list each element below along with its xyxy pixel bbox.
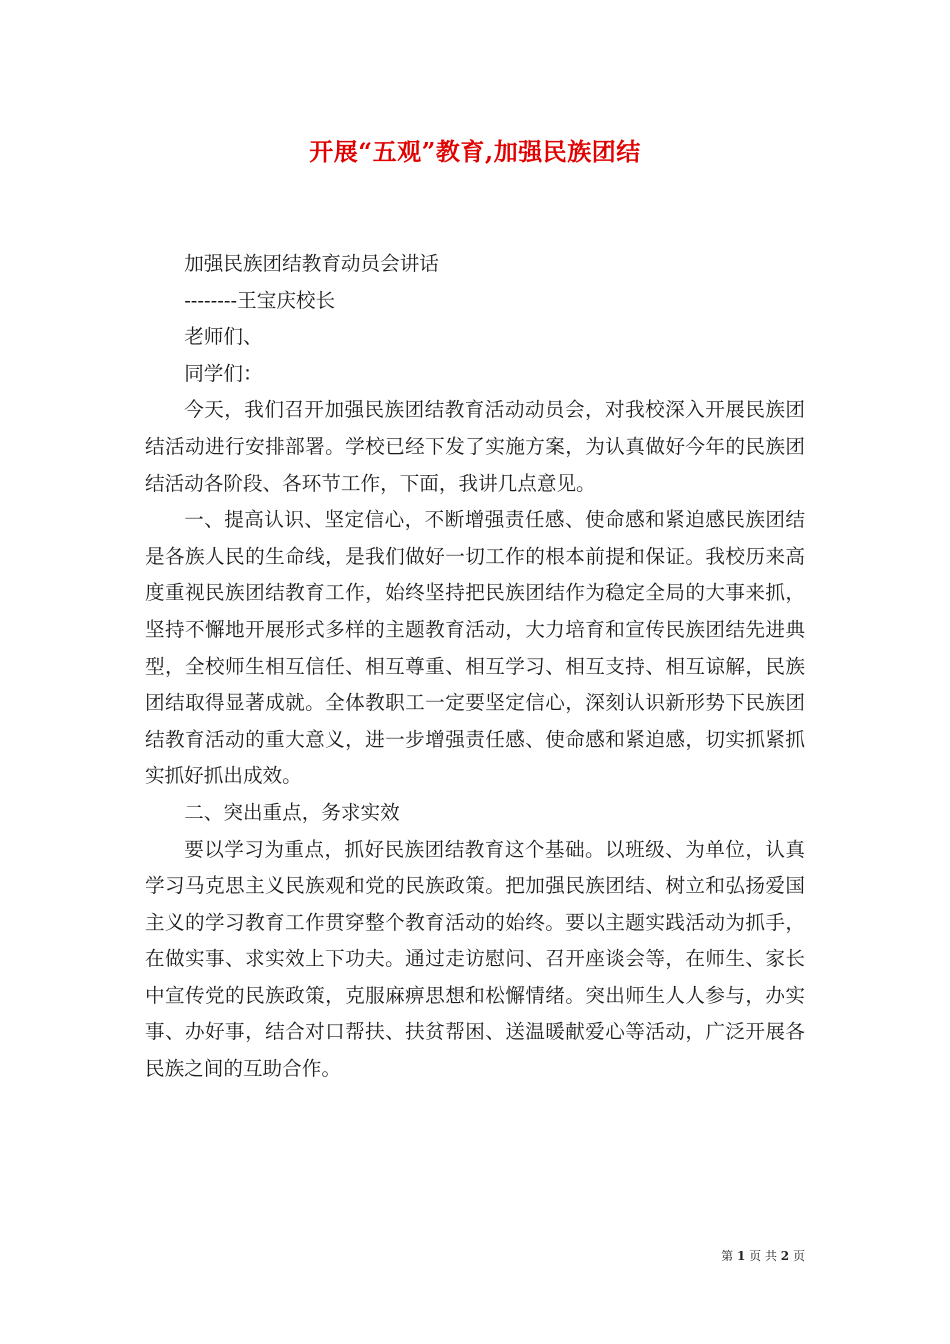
page-current: 1 <box>736 1249 746 1263</box>
salutation-students: 同学们： <box>184 361 263 385</box>
page-total: 2 <box>780 1249 790 1263</box>
speaker-line: --------王宝庆校长 <box>184 288 336 312</box>
speech-heading: 加强民族团结教育动员会讲话 <box>184 252 439 275</box>
page-number <box>721 1247 805 1264</box>
page-suffix: 页 <box>792 1249 805 1263</box>
section-two-heading: 二、突出重点，务求实效 <box>184 800 400 824</box>
document-body <box>145 246 805 1088</box>
section-one-paragraph: 一、提高认识、坚定信心，不断增强责任感、使命感和紧迫感民族团结是各族人民的生命线，是我们做好一切工作的根本前提和保证。我校历来高度重视民族团结教育工作，始终坚持把民族团结作为稳定全局的大事来抓，坚持不懈地开展形式多样的主题教育活动，大力培育和宣传民族团结先进典型，全校师生相互信任、相互尊重、相互学习、相互支持、相互谅解，民族团结取得显著成就。全体教职工一定要坚定信心，深刻认识新形势下民族团结教育活动的重大意义，进一步增强责任感、使命感和紧迫感，切实抓紧抓实抓好抓出成效。 <box>145 508 805 788</box>
document-title: 开展“五观”教育,加强民族团结 <box>309 137 641 166</box>
salutation-teachers: 老师们、 <box>184 325 263 349</box>
page-prefix: 第 <box>721 1249 734 1263</box>
intro-paragraph: 今天，我们召开加强民族团结教育活动动员会，对我校深入开展民族团结活动进行安排部署。学校已经下发了实施方案，为认真做好今年的民族团结活动各阶段、各环节工作，下面，我讲几点意见。 <box>145 398 805 495</box>
page-middle: 页 共 <box>749 1249 777 1263</box>
section-two-paragraph: 要以学习为重点，抓好民族团结教育这个基础。以班级、为单位，认真学习马克思主义民族观和党的民族政策。把加强民族团结、树立和弘扬爱国主义的学习教育工作贯穿整个教育活动的始终。要以主题实践活动为抓手，在做实事、求实效上下功夫。通过走访慰问、召开座谈会等，在师生、家长中宣传党的民族政策，克服麻痹思想和松懈情绪。突出师生人人参与，办实事、办好事，结合对口帮扶、扶贫帮困、送温暖献爱心等活动，广泛开展各民族之间的互助合作。 <box>145 837 805 1081</box>
